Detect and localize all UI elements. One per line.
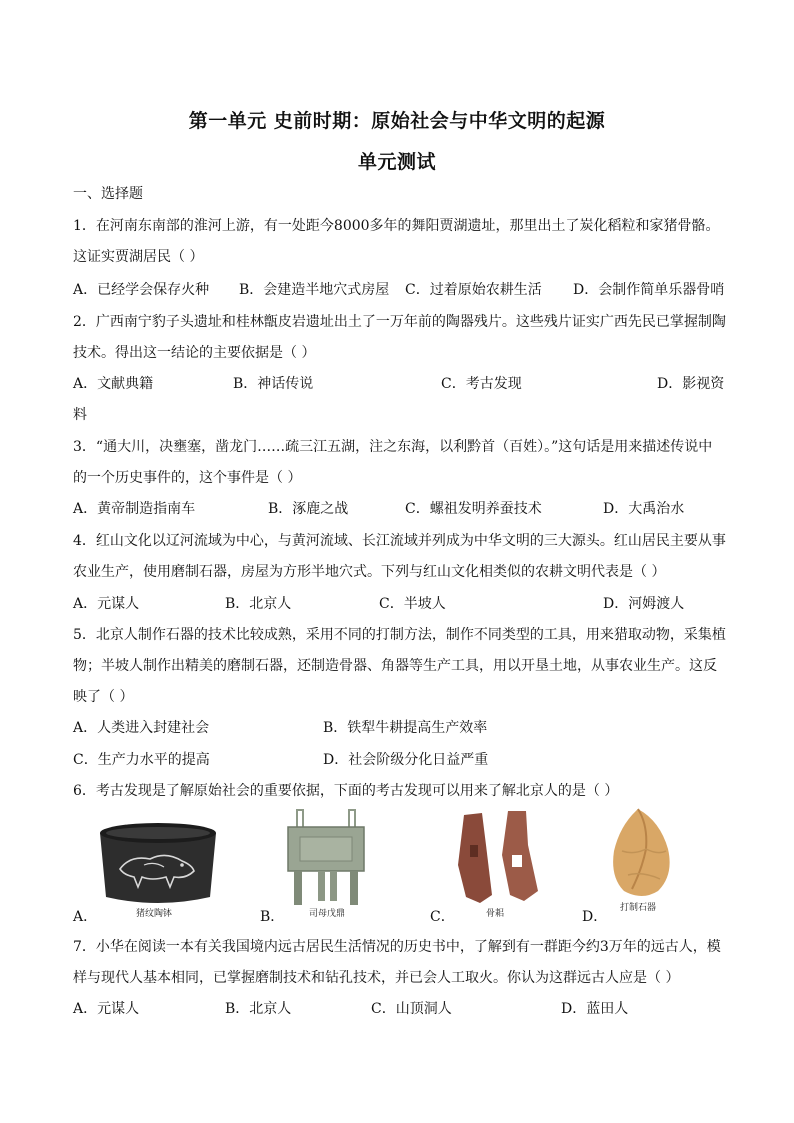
q3-option-a: A．黄帝制造指南车 — [73, 501, 196, 517]
q5-option-a: A．人类进入封建社会 — [73, 720, 210, 736]
q2-option-c: C．考古发现 — [441, 376, 522, 392]
q2-option-d-cont: 料 — [73, 407, 87, 423]
q6-option-a: A． — [73, 909, 98, 925]
question-3-text: 3．“通大川，决壅塞，凿龙门……疏三江五湖，注之东海，以利黔首（百姓）。”这句话是用来描述传说中 — [73, 439, 713, 455]
q7-option-c: C．山顶洞人 — [371, 1001, 452, 1017]
q7-option-a: A．元谋人 — [73, 1001, 140, 1017]
page-subtitle: 单元测试 — [357, 151, 436, 173]
q7-option-d: D．蓝田人 — [561, 1001, 629, 1017]
question-2-text: 2．广西南宁豹子头遗址和桂林甑皮岩遗址出土了一万年前的陶器残片。这些残片证实广西先民已掌握制陶 — [73, 314, 726, 330]
q6-option-b: B． — [260, 909, 285, 925]
question-5-text-cont: 物；半坡人制作出精美的磨制石器，还制造骨器、角器等生产工具，用以开垦土地，从事农业生产。这反 — [73, 658, 717, 674]
q1-option-a: A．已经学会保存火种 — [73, 282, 210, 298]
question-1-text-cont: 这证实贾湖居民（ ） — [73, 249, 204, 265]
q7-option-b: B．北京人 — [225, 1001, 292, 1017]
q1-option-b: B．会建造半地穴式房屋 — [239, 282, 390, 298]
q3-option-d: D．大禹治水 — [603, 501, 685, 517]
q1-option-c: C．过着原始农耕生活 — [405, 282, 542, 298]
q6-caption-b: 司母戊鼎 — [309, 909, 346, 919]
question-4-text-cont: 农业生产，使用磨制石器，房屋为方形半地穴式。下列与红山文化相类似的农耕文明代表是（ ） — [73, 564, 666, 580]
q5-option-d: D．社会阶级分化日益严重 — [323, 752, 489, 768]
q5-option-b: B．铁犁牛耕提高生产效率 — [323, 720, 488, 736]
question-5-text: 5．北京人制作石器的技术比较成熟，采用不同的打制方法，制作不同类型的工具，用来猎取动物，采集植 — [73, 627, 726, 643]
q4-option-b: B．北京人 — [225, 596, 292, 612]
bone-spade-image — [450, 805, 546, 915]
q4-option-c: C．半坡人 — [379, 596, 446, 612]
q6-caption-d: 打制石器 — [620, 903, 657, 913]
q4-option-d: D．河姆渡人 — [603, 596, 685, 612]
bronze-ding-image — [280, 805, 372, 915]
q6-caption-c: 骨耜 — [486, 909, 505, 919]
question-7-text: 7．小华在阅读一本有关我国境内远古居民生活情况的历史书中，了解到有一群距今约3万年的远古人，模 — [73, 939, 721, 955]
q5-option-c: C．生产力水平的提高 — [73, 752, 210, 768]
q6-option-d: D． — [582, 909, 608, 925]
q1-option-d: D．会制作简单乐器骨哨 — [573, 282, 725, 298]
question-6-text: 6．考古发现是了解原始社会的重要依据，下面的考古发现可以用来了解北京人的是（ ） — [73, 783, 619, 799]
page-title: 第一单元 史前时期：原始社会与中华文明的起源 — [188, 110, 606, 132]
q2-option-d: D．影视资 — [657, 376, 725, 392]
q2-option-a: A．文献典籍 — [73, 376, 154, 392]
pottery-bowl-image — [94, 805, 222, 915]
q3-option-b: B．涿鹿之战 — [268, 501, 349, 517]
question-3-text-cont: 的一个历史事件的，这个事件是（ ） — [73, 470, 302, 486]
question-2-text-cont: 技术。得出这一结论的主要依据是（ ） — [73, 345, 316, 361]
question-1-text: 1．在河南东南部的淮河上游，有一处距今8000多年的舞阳贾湖遗址，那里出土了炭化稻粒和家猪骨骼。 — [73, 218, 720, 234]
q2-option-b: B．神话传说 — [233, 376, 314, 392]
question-7-text-cont: 样与现代人基本相同，已掌握磨制技术和钻孔技术，并已会人工取火。你认为这群远古人应是（ ） — [73, 970, 680, 986]
question-4-text: 4．红山文化以辽河流域为中心，与黄河流域、长江流域并列成为中华文明的三大源头。红山居民主要从事 — [73, 533, 726, 549]
q3-option-c: C．螺祖发明养蚕技术 — [405, 501, 542, 517]
q4-option-a: A．元谋人 — [73, 596, 140, 612]
stone-tool-image — [602, 805, 682, 915]
question-5-text-cont2: 映了（ ） — [73, 689, 134, 705]
q6-caption-a: 猪纹陶钵 — [136, 909, 173, 919]
q6-option-c: C． — [430, 909, 455, 925]
section-heading: 一、选择题 — [73, 186, 143, 202]
